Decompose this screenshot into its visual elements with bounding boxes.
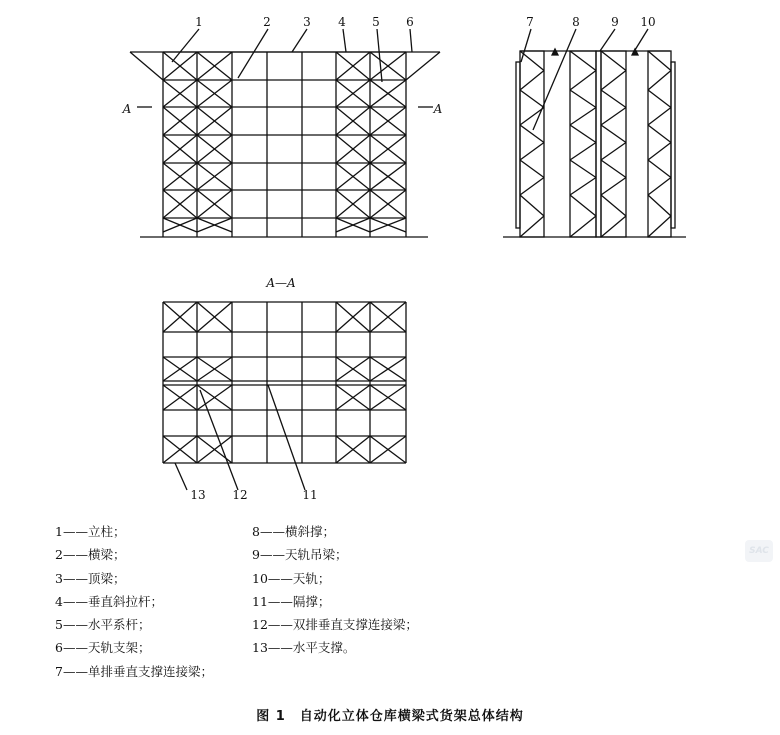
leader-line xyxy=(635,29,648,50)
rack-tower xyxy=(520,51,544,237)
diagonal-brace xyxy=(648,125,671,143)
diagonal-brace xyxy=(601,178,626,196)
leader-line xyxy=(268,385,305,490)
diagonal-brace xyxy=(601,90,626,108)
drawing-labels xyxy=(122,15,656,502)
diagonal-brace xyxy=(601,51,626,71)
section-mark-left: A xyxy=(122,102,132,116)
legend-left xyxy=(55,520,213,683)
diagonal-brace xyxy=(570,178,596,196)
diagonal-brace xyxy=(570,143,596,161)
front-elevation-view xyxy=(130,29,440,237)
callout-2: 2 xyxy=(263,15,271,29)
leader-line xyxy=(343,29,346,52)
diagonal-brace xyxy=(520,160,544,178)
legend-item: 3——顶梁； xyxy=(55,570,126,586)
rail-bracket xyxy=(406,52,440,80)
callout-8: 8 xyxy=(572,15,580,29)
rack-tower xyxy=(601,51,626,237)
diagonal-brace xyxy=(570,125,596,143)
legend-item: 10——天轨； xyxy=(252,570,331,586)
diagonal-brace xyxy=(520,178,544,196)
leader-line xyxy=(521,29,531,62)
diagonal-brace xyxy=(601,125,626,143)
legend-item: 9——天轨吊梁； xyxy=(252,547,348,563)
diagonal-brace xyxy=(520,216,544,237)
connecting-beam xyxy=(671,62,675,228)
callout-7: 7 xyxy=(526,15,534,29)
callout-9: 9 xyxy=(611,15,619,29)
callout-1: 1 xyxy=(195,15,203,29)
rack-tower xyxy=(648,51,671,237)
legend-item: 6——天轨支架； xyxy=(55,640,151,656)
diagonal-brace xyxy=(570,90,596,108)
diagonal-brace xyxy=(648,160,671,178)
section-mark-right: A xyxy=(433,102,443,116)
rail-bracket xyxy=(130,52,163,80)
diagonal-brace xyxy=(648,71,671,91)
section-title: A—A xyxy=(266,276,296,290)
legend-right xyxy=(252,520,418,660)
legend-item: 5——水平系杆； xyxy=(55,617,151,633)
diagonal-brace xyxy=(648,178,671,196)
connecting-beam xyxy=(516,62,520,228)
legend-item: 4——垂直斜拉杆； xyxy=(55,593,163,609)
leader-line xyxy=(175,463,187,490)
leader-line xyxy=(172,29,199,62)
diagonal-brace xyxy=(570,195,596,216)
leader-line xyxy=(410,29,412,52)
legend-item: 11——隔撑； xyxy=(252,593,331,609)
callout-10: 10 xyxy=(640,15,656,29)
diagonal-brace xyxy=(570,160,596,178)
rail-marker xyxy=(552,49,558,55)
diagonal-brace xyxy=(570,71,596,91)
leader-line xyxy=(600,29,615,51)
diagonal-brace xyxy=(520,143,544,161)
plan-section-view xyxy=(163,302,406,490)
callout-12: 12 xyxy=(232,488,248,502)
legend-item: 8——横斜撑； xyxy=(252,524,335,539)
diagonal-brace xyxy=(648,195,671,216)
diagonal-brace xyxy=(601,216,626,237)
diagonal-brace xyxy=(648,108,671,126)
legend-item: 13——水平支撑。 xyxy=(252,640,356,656)
diagonal-brace xyxy=(520,195,544,216)
leader-line xyxy=(238,29,268,78)
side-elevation-view xyxy=(503,29,686,237)
diagonal-brace xyxy=(648,90,671,108)
rail-hanger-beam xyxy=(596,51,601,237)
diagonal-brace xyxy=(570,108,596,126)
callout-3: 3 xyxy=(303,15,311,29)
diagonal-brace xyxy=(520,90,544,108)
diagonal-brace xyxy=(601,160,626,178)
callout-13: 13 xyxy=(190,488,206,502)
callout-5: 5 xyxy=(372,15,380,29)
diagonal-brace xyxy=(520,71,544,91)
legend-item: 12——双排垂直支撑连接梁； xyxy=(252,617,418,633)
diagonal-brace xyxy=(601,195,626,216)
diagonal-brace xyxy=(601,71,626,91)
callout-4: 4 xyxy=(338,15,346,29)
figure-caption: 图 1 自动化立体仓库横梁式货架总体结构 xyxy=(256,709,524,724)
sac-watermark: SAC xyxy=(745,540,773,562)
diagonal-brace xyxy=(520,125,544,143)
diagonal-brace xyxy=(601,143,626,161)
diagonal-brace xyxy=(570,216,596,237)
diagonal-brace xyxy=(570,51,596,71)
legend-item: 1——立柱； xyxy=(55,524,126,539)
rack-tower xyxy=(570,51,596,237)
legend-item: 2——横梁； xyxy=(55,547,126,563)
legend-item: 7——单排垂直支撑连接梁； xyxy=(55,663,213,679)
callout-6: 6 xyxy=(406,15,414,29)
diagonal-brace xyxy=(648,216,671,237)
leader-line xyxy=(292,29,307,52)
diagonal-brace xyxy=(520,108,544,126)
diagonal-brace xyxy=(601,108,626,126)
diagonal-brace xyxy=(648,51,671,71)
diagonal-brace xyxy=(648,143,671,161)
callout-11: 11 xyxy=(302,488,318,502)
